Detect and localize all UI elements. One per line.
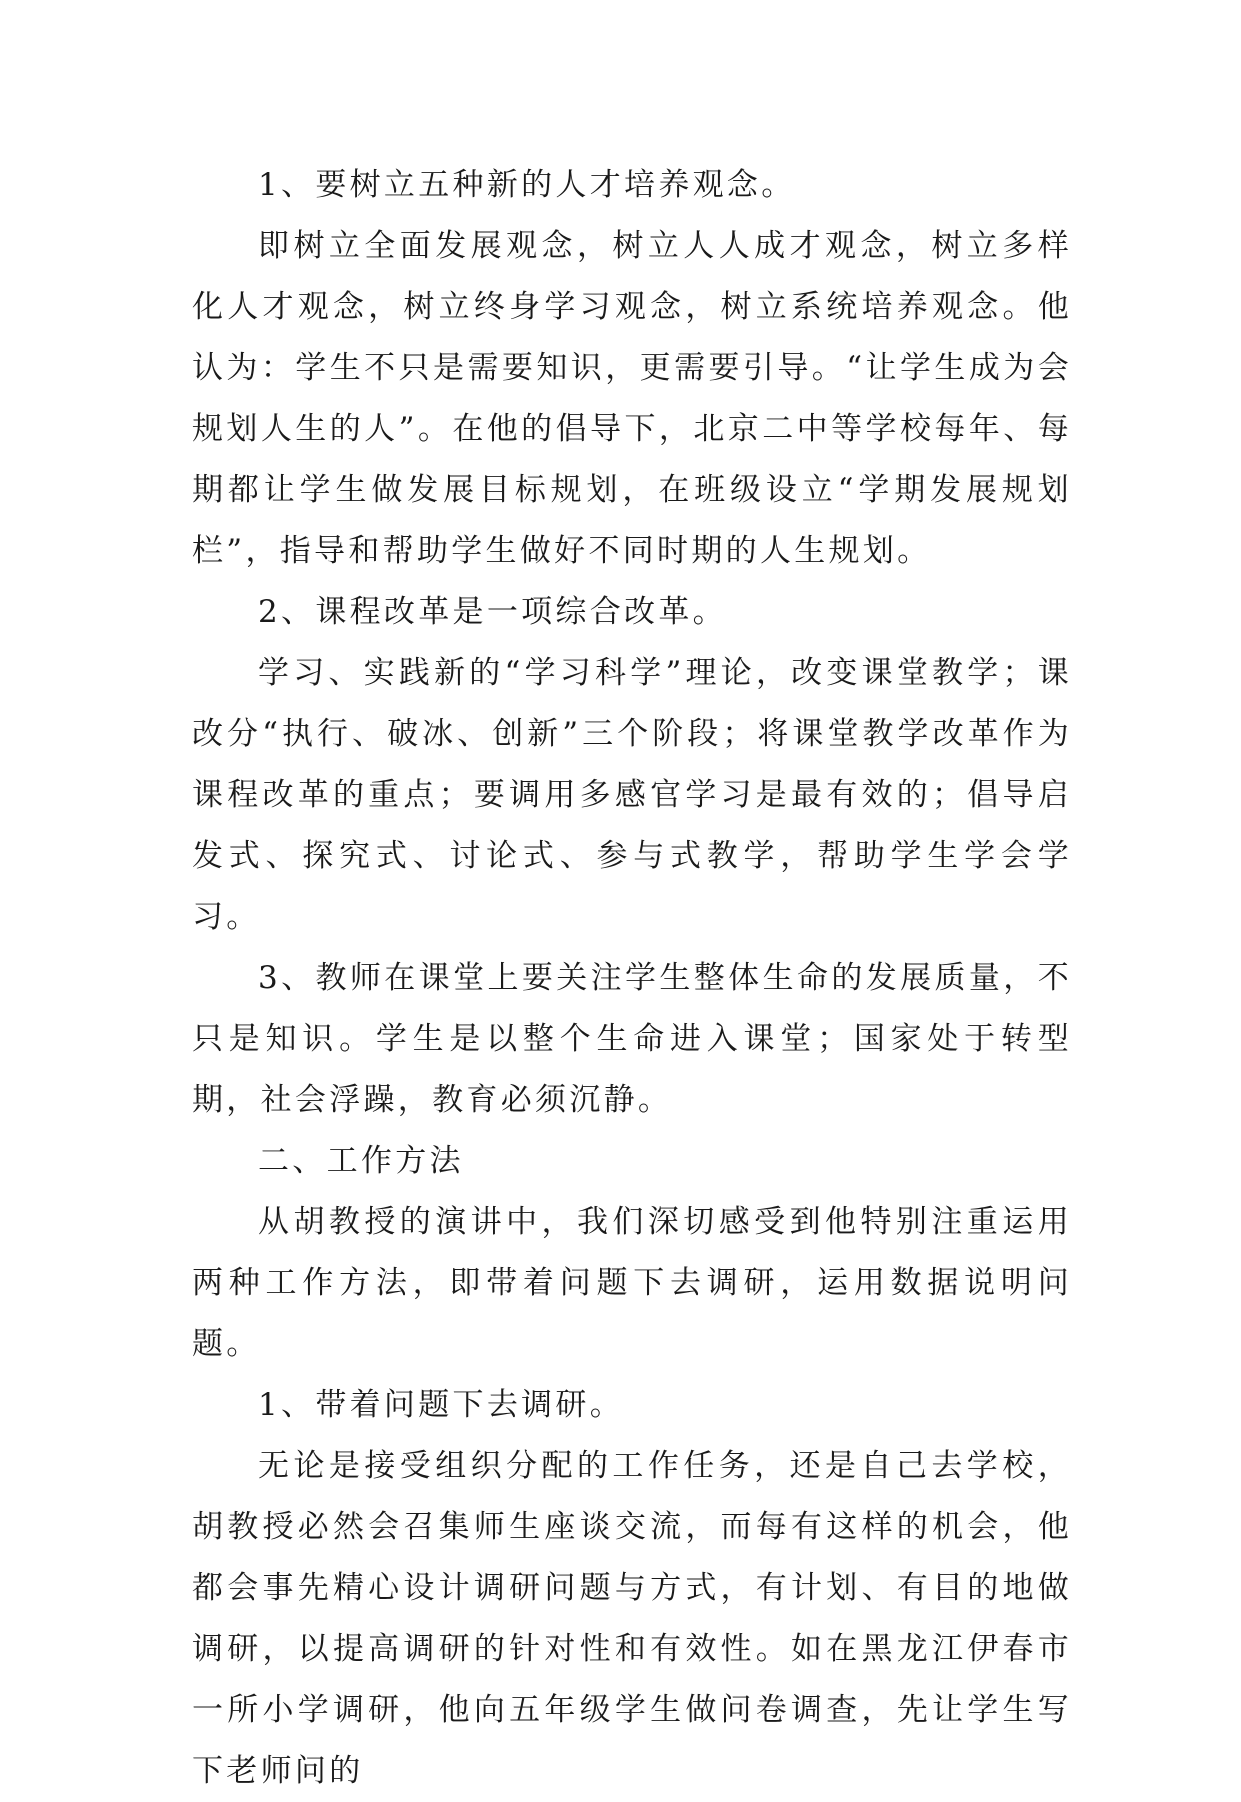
paragraph-heading-3: 3、教师在课堂上要关注学生整体生命的发展质量，不只是知识。学生是以整个生命进入课堂；国家处于转型期，社会浮躁，教育必须沉静。 [192,960,1072,1118]
section-heading: 二、工作方法 [258,1143,464,1179]
paragraph-heading-1b: 1、带着问题下去调研。 [258,1387,625,1423]
paragraph: 无论是接受组织分配的工作任务，还是自己去学校，胡教授必然会召集师生座谈交流，而每有这样的机会，他都会事先精心设计调研问题与方式，有计划、有目的地做调研，以提高调研的针对性和有效性。如在黑龙江伊春市一所小学调研，他向五年级学生做问卷调查，先让学生写下老师问的 [192,1448,1072,1789]
paragraph: 学习、实践新的“学习科学”理论，改变课堂教学；课改分“执行、破冰、创新”三个阶段；将课堂教学改革作为课程改革的重点；要调用多感官学习是最有效的；倡导启发式、探究式、讨论式、参与式教学，帮助学生学会学习。 [192,655,1072,935]
paragraph: 即树立全面发展观念，树立人人成才观念，树立多样化人才观念，树立终身学习观念，树立系统培养观念。他认为：学生不只是需要知识，更需要引导。“让学生成为会规划人生的人”。在他的倡导下，北京二中等学校每年、每期都让学生做发展目标规划，在班级设立“学期发展规划栏”，指导和帮助学生做好不同时期的人生规划。 [192,228,1072,569]
paragraph-heading-2: 2、课程改革是一项综合改革。 [258,594,727,630]
paragraph: 从胡教授的演讲中，我们深切感受到他特别注重运用两种工作方法，即带着问题下去调研，运用数据说明问题。 [192,1204,1072,1362]
document-body [192,155,1072,1802]
paragraph-heading-1: 1、要树立五种新的人才培养观念。 [258,167,796,203]
